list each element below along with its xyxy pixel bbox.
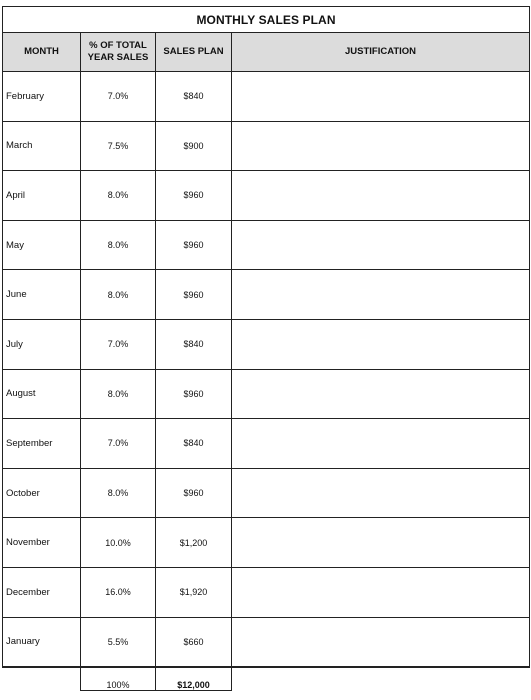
percent-cell: 8.0% [81,171,156,221]
percent-cell: 8.0% [81,369,156,419]
month-cell: November [3,518,81,568]
percent-cell: 7.0% [81,319,156,369]
justification-cell[interactable] [232,319,530,369]
percent-cell: 10.0% [81,518,156,568]
sales-plan-cell: $900 [156,121,232,171]
percent-header-line1: % OF TOTAL [89,40,147,51]
table-row [3,121,530,171]
justification-cell[interactable] [232,220,530,270]
sales-plan-cell: $840 [156,72,232,122]
justification-cell[interactable] [232,270,530,320]
sales-plan-column-header: SALES PLAN [156,33,232,72]
total-sales: $12,000 [156,667,232,691]
justification-cell[interactable] [232,518,530,568]
sales-plan-cell: $840 [156,319,232,369]
monthly-sales-plan-table [2,6,530,691]
percent-header-line2: YEAR SALES [87,52,149,63]
table-row [3,319,530,369]
month-cell: May [3,220,81,270]
percent-cell: 8.0% [81,270,156,320]
percent-cell: 7.5% [81,121,156,171]
sales-plan-cell: $960 [156,369,232,419]
justification-cell[interactable] [232,171,530,221]
table-title: MONTHLY SALES PLAN [3,7,530,33]
sales-plan-sheet [2,6,529,691]
month-cell: September [3,419,81,469]
percent-cell: 16.0% [81,567,156,617]
totals-row [3,667,530,691]
totals-blank-cell [3,667,81,691]
justification-cell[interactable] [232,121,530,171]
sales-plan-cell: $1,920 [156,567,232,617]
sales-plan-cell: $840 [156,419,232,469]
table-row [3,617,530,667]
table-row [3,419,530,469]
justification-column-header: JUSTIFICATION [232,33,530,72]
sales-plan-cell: $1,200 [156,518,232,568]
table-row [3,369,530,419]
sales-plan-cell: $960 [156,468,232,518]
table-row [3,220,530,270]
justification-cell[interactable] [232,369,530,419]
sales-plan-cell: $960 [156,220,232,270]
percent-cell: 7.0% [81,419,156,469]
sales-plan-cell: $960 [156,270,232,320]
justification-cell[interactable] [232,72,530,122]
table-body [3,72,530,668]
month-cell: June [3,270,81,320]
month-cell: April [3,171,81,221]
percent-cell: 5.5% [81,617,156,667]
table-row [3,567,530,617]
justification-cell[interactable] [232,468,530,518]
justification-cell[interactable] [232,567,530,617]
month-cell: December [3,567,81,617]
total-percent: 100% [81,667,156,691]
month-cell: August [3,369,81,419]
table-row [3,518,530,568]
month-cell: October [3,468,81,518]
month-cell: February [3,72,81,122]
month-cell: July [3,319,81,369]
table-row [3,171,530,221]
month-column-header: MONTH [3,33,81,72]
percent-cell: 7.0% [81,72,156,122]
table-row [3,270,530,320]
totals-empty-cell [232,667,530,691]
percent-cell: 8.0% [81,220,156,270]
table-row [3,72,530,122]
justification-cell[interactable] [232,419,530,469]
sales-plan-cell: $960 [156,171,232,221]
sales-plan-cell: $660 [156,617,232,667]
table-row [3,468,530,518]
percent-cell: 8.0% [81,468,156,518]
month-cell: March [3,121,81,171]
month-cell: January [3,617,81,667]
justification-cell[interactable] [232,617,530,667]
percent-column-header [81,33,156,72]
